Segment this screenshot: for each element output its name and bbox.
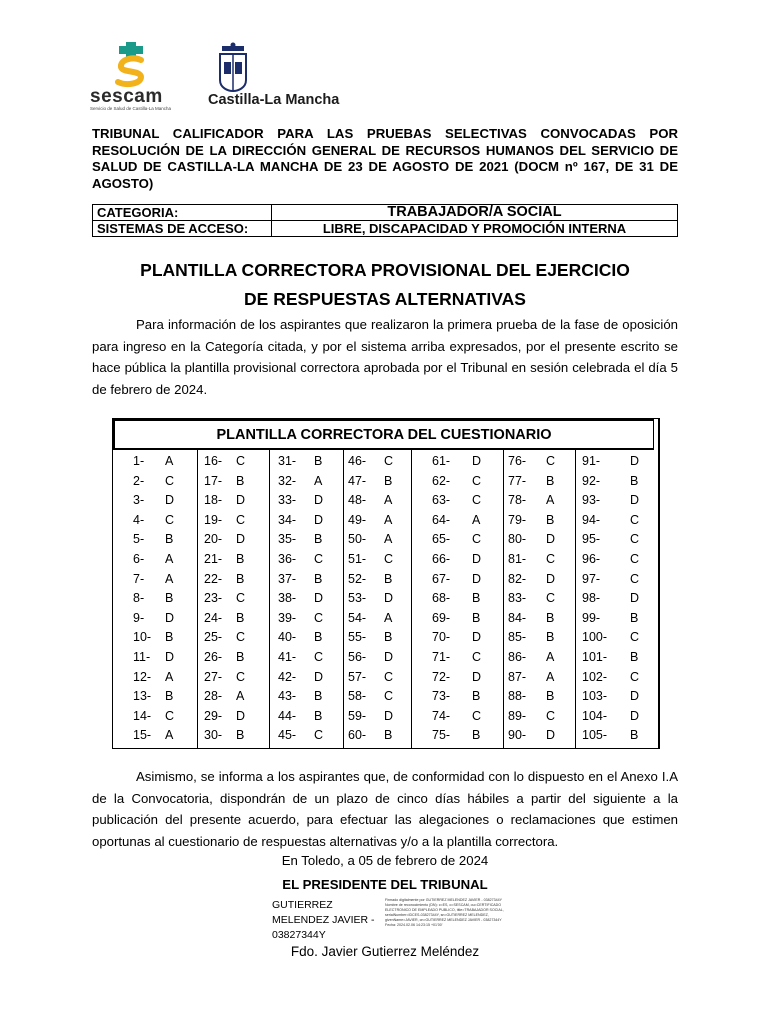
answer-letter: C [236,669,246,684]
answer-letter: B [546,689,555,704]
question-number: 4- [133,512,145,527]
answer-letter: B [546,610,555,625]
answer-letter: C [314,552,324,566]
question-number: 62- [432,473,451,488]
answer-letter: B [546,630,555,645]
sescam-name: sescam [90,86,163,107]
answer-letter: D [314,669,324,684]
question-number: 21- [204,552,223,566]
answer-letter: A [384,610,393,625]
answer-letter: D [472,630,482,645]
question-number: 65- [432,532,451,547]
question-number: 97- [582,571,601,586]
signer-title: EL PRESIDENTE DEL TRIBUNAL [282,877,488,892]
answer-letter: A [472,512,481,527]
category-label: CATEGORIA: [93,205,272,221]
answer-letter: D [165,610,175,625]
question-number: 71- [432,650,451,664]
answer-column [503,450,576,748]
answer-letter: D [546,532,556,547]
question-number: 66- [432,552,451,566]
question-number: 74- [432,708,451,723]
question-number: 102- [582,669,608,684]
question-number: 52- [348,571,367,586]
question-number: 40- [278,630,297,645]
answer-letter: B [236,728,245,743]
question-number: 35- [278,532,297,547]
question-number: 41- [278,650,297,664]
category-table [92,204,678,237]
answer-letter: C [472,650,482,664]
answer-letter: C [314,650,324,664]
question-number: 16- [204,454,223,468]
signature-name: GUTIERREZ MELENDEZ JAVIER - 03827344Y [272,899,375,941]
answer-column [343,450,412,748]
question-number: 76- [508,454,527,468]
answer-letter: B [314,689,323,704]
question-number: 80- [508,532,527,547]
question-number: 96- [582,552,601,566]
question-number: 56- [348,650,367,664]
answer-letter: A [384,512,393,527]
question-number: 28- [204,689,223,704]
answer-letter: C [384,552,394,566]
question-number: 47- [348,473,367,488]
answer-key-grid [113,450,658,748]
question-number: 73- [432,689,451,704]
closing-paragraph: Asimismo, se informa a los aspirantes que, de conformidad con lo dispuesto en el Anexo I.A de la Convocatoria, dispondrán de un plazo de cinco días hábiles a partir del siguiente a la publicación del presente acuerdo, para efectuar las alegaciones o reclamaciones que estimen oportunas al cuestionario de respuestas alternativas y/o a la plantilla correctora. [92,769,678,849]
answer-letter: A [165,454,174,468]
answer-letter: B [472,610,481,625]
question-number: 104- [582,708,608,723]
answer-letter: D [165,493,175,508]
answer-letter: C [472,493,482,508]
answer-letter: A [384,532,393,547]
answer-letter: B [472,689,481,704]
question-number: 37- [278,571,297,586]
question-number: 60- [348,728,367,743]
answer-letter: C [384,669,394,684]
question-number: 51- [348,552,367,566]
question-number: 79- [508,512,527,527]
question-number: 24- [204,610,223,625]
question-number: 45- [278,728,297,743]
answer-letter: B [630,473,639,488]
question-number: 13- [133,689,152,704]
answer-letter: A [384,493,393,508]
answer-letter: A [165,571,174,586]
answer-letter: D [384,591,394,606]
answer-letter: B [236,571,245,586]
question-number: 15- [133,728,152,743]
question-number: 30- [204,728,223,743]
page-title-line-2: DE RESPUESTAS ALTERNATIVAS [244,289,526,309]
question-number: 36- [278,552,297,566]
question-number: 84- [508,610,527,625]
question-number: 1- [133,454,145,468]
answer-letter: B [314,454,323,468]
answer-letter: D [630,454,640,468]
question-number: 61- [432,454,451,468]
question-number: 89- [508,708,527,723]
question-number: 103- [582,689,608,704]
answer-letter: B [384,473,393,488]
question-number: 91- [582,454,601,468]
answer-letter: C [630,571,640,586]
answer-letter: C [546,552,556,566]
access-row [93,221,678,237]
intro-paragraph: Para información de los aspirantes que realizaron la primera prueba de la fase de oposición para ingreso en la Categoría citada, y por el sistema arriba expresados, por el presente escrito se hace pública la plantilla provisional correctora aprobada por el Tribunal en sesión celebrada el día 5 de febrero de 2024. [92,317,678,397]
question-number: 86- [508,650,527,664]
answer-letter: B [546,473,555,488]
question-number: 99- [582,610,601,625]
answer-letter: D [472,552,482,566]
answer-letter: C [630,512,640,527]
question-number: 63- [432,493,451,508]
answer-letter: D [314,493,324,508]
question-number: 94- [582,512,601,527]
answer-letter: D [630,591,640,606]
answer-letter: B [472,591,481,606]
answer-letter: B [236,552,245,566]
question-number: 32- [278,473,297,488]
answer-letter: A [236,689,245,704]
castilla-la-mancha-logo [208,40,340,114]
answer-column [269,450,344,748]
question-number: 8- [133,591,145,606]
question-number: 49- [348,512,367,527]
question-number: 31- [278,454,297,468]
question-number: 95- [582,532,601,547]
answer-letter: C [236,512,246,527]
question-number: 17- [204,473,223,488]
answer-letter: C [630,552,640,566]
answer-letter: C [314,610,324,625]
answer-letter: B [384,728,393,743]
question-number: 77- [508,473,527,488]
answer-letter: B [314,532,323,547]
category-row [93,205,678,221]
question-number: 83- [508,591,527,606]
answer-letter: D [236,708,246,723]
answer-letter: A [165,552,174,566]
answer-letter: C [384,454,394,468]
answer-column [197,450,270,748]
answer-letter: B [472,728,481,743]
answer-letter: C [165,708,175,723]
question-number: 90- [508,728,527,743]
signed-by: Fdo. Javier Gutierrez Meléndez [290,944,480,959]
answer-letter: C [314,728,324,743]
answer-letter: B [236,610,245,625]
answer-letter: B [165,630,174,645]
question-number: 18- [204,493,223,508]
question-number: 98- [582,591,601,606]
answer-letter: B [314,571,323,586]
question-number: 81- [508,552,527,566]
answer-letter: D [236,493,246,508]
answer-letter: A [546,493,555,508]
answer-letter: C [546,454,556,468]
question-number: 9- [133,610,145,625]
answer-letter: C [236,630,246,645]
answer-letter: C [236,591,246,606]
answer-letter: C [165,512,175,527]
answer-letter: B [165,532,174,547]
place-date: En Toledo, a 05 de febrero de 2024 [281,853,489,868]
question-number: 3- [133,493,145,508]
question-number: 43- [278,689,297,704]
question-number: 75- [432,728,451,743]
question-number: 69- [432,610,451,625]
signature-details: Firmado digitalmente por GUTIERREZ MELENDEZ JAVIER - 03827344Y Nombre de reconocimiento (DN): c=ES, o=SESCAM, ou=CERTIFICADO ELECTRONICO DE EMPLEADO PUBLICO, title=TRABAJADOR SOCIAL, serialNumber=IDCES-03827344Y, sn=GUTIERREZ MELENDEZ, givenName=JAVIER, cn=GUTIERREZ MELENDEZ JAVIER - 03827344Y Fecha: 2024.02.06 14:23:15 +01'00' [385,898,504,927]
question-number: 27- [204,669,223,684]
question-number: 23- [204,591,223,606]
answer-letter: D [384,708,394,723]
question-number: 87- [508,669,527,684]
sescam-logo [88,40,198,114]
answer-letter: C [546,591,556,606]
answer-letter: B [165,591,174,606]
tribunal-heading: TRIBUNAL CALIFICADOR PARA LAS PRUEBAS SELECTIVAS CONVOCADAS POR RESOLUCIÓN DE LA DIRECCIÓN GENERAL DE RECURSOS HUMANOS DEL SERVICIO DE SALUD DE CASTILLA-LA MANCHA DE 23 DE AGOSTO DE 2021 (DOCM nº 167, DE 31 DE AGOSTO) [92,126,678,191]
question-number: 14- [133,708,152,723]
logo-area [88,40,340,118]
question-number: 33- [278,493,297,508]
answer-letter: D [630,708,640,723]
question-number: 48- [348,493,367,508]
answer-letter: C [384,689,394,704]
answer-letter: B [630,728,639,743]
question-number: 100- [582,630,608,645]
question-number: 82- [508,571,527,586]
question-number: 39- [278,610,297,625]
question-number: 54- [348,610,367,625]
question-number: 20- [204,532,223,547]
answer-letter: C [472,473,482,488]
question-number: 67- [432,571,451,586]
question-number: 101- [582,650,608,664]
category-value: TRABAJADOR/A SOCIAL [272,205,678,221]
question-number: 10- [133,630,152,645]
answer-letter: D [472,454,482,468]
answer-letter: C [472,532,482,547]
question-number: 68- [432,591,451,606]
question-number: 42- [278,669,297,684]
answer-letter: D [630,689,640,704]
answer-letter: B [384,630,393,645]
question-number: 19- [204,512,223,527]
question-number: 46- [348,454,367,468]
answer-letter: B [314,630,323,645]
question-number: 58- [348,689,367,704]
answer-letter: B [630,650,639,664]
answer-letter: A [314,473,323,488]
answer-letter: B [314,708,323,723]
question-number: 53- [348,591,367,606]
sescam-tagline: Servicio de Salud de Castilla-La Mancha [90,106,172,111]
answer-letter: D [546,728,556,743]
answer-key-title: PLANTILLA CORRECTORA DEL CUESTIONARIO [113,419,654,450]
answer-column [575,450,659,748]
answer-letter: C [630,669,640,684]
question-number: 6- [133,552,145,566]
answer-letter: A [546,650,555,664]
answer-letter: B [384,571,393,586]
answer-key-box [112,418,660,749]
answer-letter: C [630,532,640,547]
answer-letter: C [236,454,246,468]
question-number: 72- [432,669,451,684]
page-title-line-1: PLANTILLA CORRECTORA PROVISIONAL DEL EJERCICIO [140,260,630,280]
answer-letter: D [165,650,175,664]
answer-letter: D [630,493,640,508]
question-number: 88- [508,689,527,704]
answer-letter: D [314,591,324,606]
answer-column [113,450,197,748]
question-number: 85- [508,630,527,645]
question-number: 2- [133,473,145,488]
question-number: 57- [348,669,367,684]
access-value: LIBRE, DISCAPACIDAD Y PROMOCIÓN INTERNA [272,221,678,237]
answer-letter: D [546,571,556,586]
answer-letter: C [472,708,482,723]
question-number: 12- [133,669,152,684]
question-number: 5- [133,532,145,547]
question-number: 93- [582,493,601,508]
answer-letter: C [630,630,640,645]
question-number: 78- [508,493,527,508]
question-number: 59- [348,708,367,723]
answer-letter: B [236,650,245,664]
answer-letter: D [472,571,482,586]
question-number: 38- [278,591,297,606]
answer-letter: A [165,669,174,684]
answer-letter: B [630,610,639,625]
question-number: 70- [432,630,451,645]
answer-letter: D [384,650,394,664]
question-number: 7- [133,571,145,586]
question-number: 11- [133,650,151,664]
question-number: 105- [582,728,608,743]
question-number: 64- [432,512,451,527]
answer-letter: D [314,512,324,527]
answer-letter: A [546,669,555,684]
question-number: 26- [204,650,223,664]
castilla-la-mancha-name: Castilla-La Mancha [208,92,340,108]
question-number: 92- [582,473,601,488]
answer-letter: D [236,532,246,547]
sescam-mark-icon [114,42,148,88]
answer-letter: D [472,669,482,684]
question-number: 34- [278,512,297,527]
question-number: 50- [348,532,367,547]
question-number: 29- [204,708,223,723]
answer-letter: C [546,708,556,723]
answer-letter: C [165,473,175,488]
question-number: 44- [278,708,297,723]
question-number: 25- [204,630,223,645]
access-label: SISTEMAS DE ACCESO: [93,221,272,237]
answer-letter: A [165,728,174,743]
answer-letter: B [165,689,174,704]
question-number: 55- [348,630,367,645]
answer-column [411,450,504,748]
question-number: 22- [204,571,223,586]
crest-icon [216,42,250,92]
answer-letter: B [236,473,245,488]
answer-letter: B [546,512,555,527]
